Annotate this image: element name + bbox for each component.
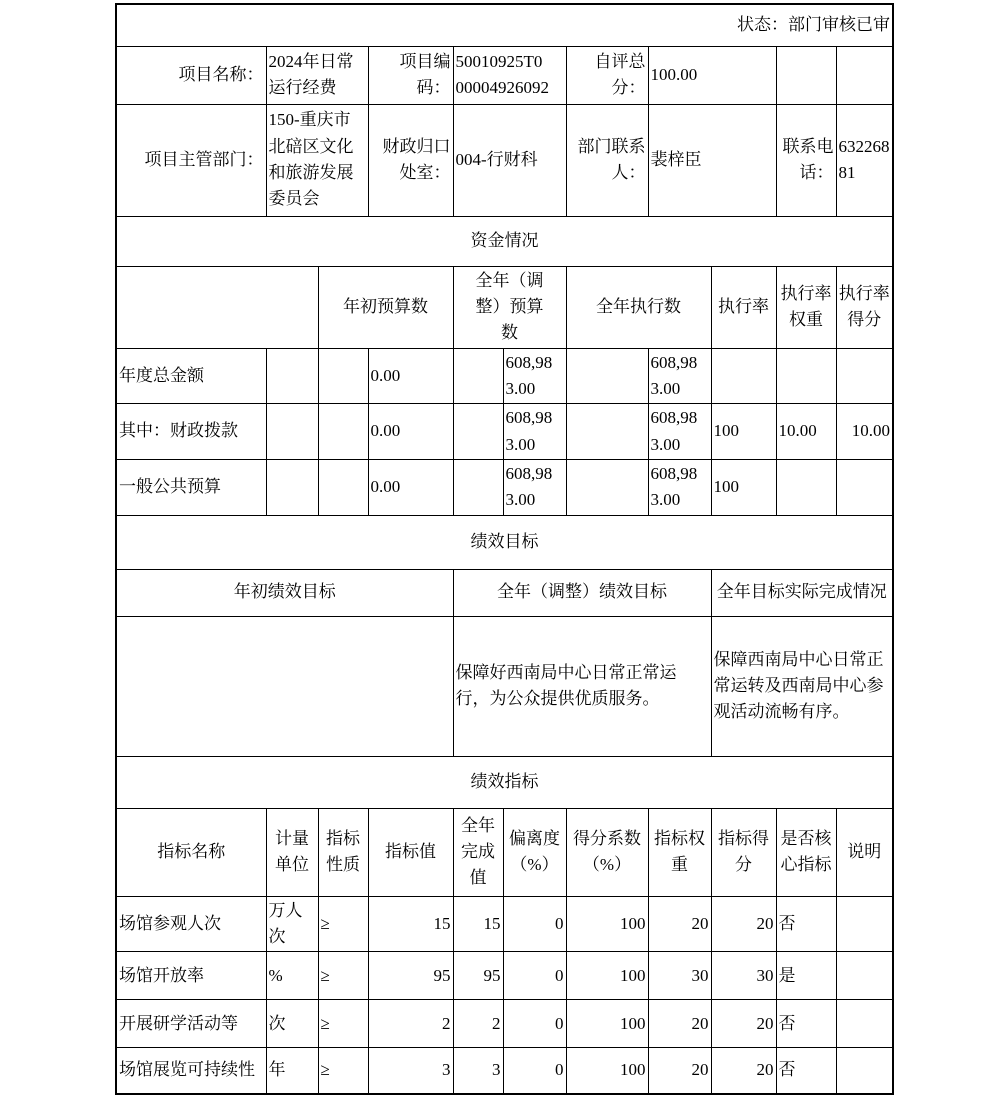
empty-cell	[566, 348, 648, 404]
department-label: 项目主管部门：	[116, 104, 266, 216]
funding-row-name: 一般公共预算	[116, 459, 266, 515]
indicator-row	[116, 1000, 893, 1048]
funding-executed: 608,983.00	[648, 404, 711, 460]
department-value: 150-重庆市北碚区文化和旅游发展委员会	[266, 104, 368, 216]
indicator-core: 否	[776, 1000, 836, 1048]
funding-rate-score	[836, 459, 893, 515]
indicator-score-coef: 100	[566, 1048, 648, 1094]
indicator-row	[116, 952, 893, 1000]
indicator-target: 95	[368, 952, 453, 1000]
funding-initial-budget: 0.00	[368, 348, 453, 404]
empty-cell	[116, 266, 318, 348]
indicator-completed: 2	[453, 1000, 503, 1048]
funding-rate	[711, 348, 776, 404]
empty-cell	[318, 348, 368, 404]
indicator-score: 20	[711, 1000, 776, 1048]
empty-cell	[453, 459, 503, 515]
funding-row	[116, 348, 893, 404]
goals-header-actual: 全年目标实际完成情况	[711, 569, 893, 616]
funding-adjusted-budget: 608,983.00	[503, 459, 566, 515]
indicator-nature: ≥	[318, 1048, 368, 1094]
indicator-header-note: 说明	[836, 808, 893, 896]
indicator-weight: 20	[648, 1000, 711, 1048]
indicators-section-title: 绩效指标	[116, 756, 893, 808]
indicator-header-name: 指标名称	[116, 808, 266, 896]
funding-header-adjusted-budget: 全年（调整）预算数	[453, 266, 566, 348]
indicator-target: 2	[368, 1000, 453, 1048]
indicator-deviation: 0	[503, 952, 566, 1000]
funding-rate: 100	[711, 404, 776, 460]
empty-cell	[453, 404, 503, 460]
project-code-value: 50010925T000004926092	[453, 46, 566, 104]
project-name-label: 项目名称：	[116, 46, 266, 104]
contact-person-value: 裴梓臣	[648, 104, 776, 216]
goal-adjusted-text: 保障好西南局中心日常正常运行，为公众提供优质服务。	[453, 616, 711, 756]
indicator-target: 3	[368, 1048, 453, 1094]
goals-section-title: 绩效目标	[116, 515, 893, 569]
indicator-header-target: 指标值	[368, 808, 453, 896]
funding-executed: 608,983.00	[648, 459, 711, 515]
indicator-header-core: 是否核心指标	[776, 808, 836, 896]
funding-adjusted-budget: 608,983.00	[503, 348, 566, 404]
indicator-row	[116, 1048, 893, 1094]
funding-rate-weight	[776, 348, 836, 404]
funding-header-rate: 执行率	[711, 266, 776, 348]
indicator-note	[836, 1000, 893, 1048]
funding-section-title: 资金情况	[116, 216, 893, 266]
funding-initial-budget: 0.00	[368, 459, 453, 515]
funding-executed: 608,983.00	[648, 348, 711, 404]
indicator-name: 开展研学活动等	[116, 1000, 266, 1048]
indicator-header-completed: 全年完成值	[453, 808, 503, 896]
funding-row-name: 年度总金额	[116, 348, 266, 404]
funding-header-rate-score: 执行率得分	[836, 266, 893, 348]
indicator-score: 20	[711, 896, 776, 952]
empty-cell	[318, 459, 368, 515]
self-score-value: 100.00	[648, 46, 776, 104]
funding-rate: 100	[711, 459, 776, 515]
goals-header-adjusted: 全年（调整）绩效目标	[453, 569, 711, 616]
indicator-score: 20	[711, 1048, 776, 1094]
indicator-core: 是	[776, 952, 836, 1000]
indicator-weight: 30	[648, 952, 711, 1000]
indicator-completed: 3	[453, 1048, 503, 1094]
indicator-note	[836, 952, 893, 1000]
funding-rate-weight: 10.00	[776, 404, 836, 460]
funding-rate-score: 10.00	[836, 404, 893, 460]
indicator-score-coef: 100	[566, 896, 648, 952]
funding-header-initial-budget: 年初预算数	[318, 266, 453, 348]
project-code-label: 项目编码：	[368, 46, 453, 104]
indicator-header-unit: 计量单位	[266, 808, 318, 896]
funding-rate-weight	[776, 459, 836, 515]
finance-office-label: 财政归口处室：	[368, 104, 453, 216]
finance-office-value: 004-行财科	[453, 104, 566, 216]
indicator-score: 30	[711, 952, 776, 1000]
indicator-unit: %	[266, 952, 318, 1000]
project-name-value: 2024年日常运行经费	[266, 46, 368, 104]
indicator-completed: 95	[453, 952, 503, 1000]
empty-cell	[836, 46, 893, 104]
indicator-core: 否	[776, 1048, 836, 1094]
indicator-header-score-coef: 得分系数（%）	[566, 808, 648, 896]
indicator-nature: ≥	[318, 896, 368, 952]
empty-cell	[266, 348, 318, 404]
funding-row	[116, 404, 893, 460]
contact-person-label: 部门联系人：	[566, 104, 648, 216]
funding-row-name: 其中：财政拨款	[116, 404, 266, 460]
status-text: 状态：部门审核已审	[116, 4, 893, 46]
indicator-header-nature: 指标性质	[318, 808, 368, 896]
contact-phone-label: 联系电话：	[776, 104, 836, 216]
empty-cell	[453, 348, 503, 404]
indicator-completed: 15	[453, 896, 503, 952]
funding-rate-score	[836, 348, 893, 404]
indicator-unit: 次	[266, 1000, 318, 1048]
empty-cell	[266, 404, 318, 460]
indicator-note	[836, 896, 893, 952]
indicator-unit: 年	[266, 1048, 318, 1094]
indicator-note	[836, 1048, 893, 1094]
indicator-header-score: 指标得分	[711, 808, 776, 896]
indicator-header-deviation: 偏离度（%）	[503, 808, 566, 896]
goal-actual-text: 保障西南局中心日常正常运转及西南局中心参观活动流畅有序。	[711, 616, 893, 756]
indicator-name: 场馆参观人次	[116, 896, 266, 952]
indicator-row	[116, 896, 893, 952]
self-score-label: 自评总分：	[566, 46, 648, 104]
indicator-unit: 万人次	[266, 896, 318, 952]
funding-header-rate-weight: 执行率权重	[776, 266, 836, 348]
empty-cell	[776, 46, 836, 104]
indicator-name: 场馆展览可持续性	[116, 1048, 266, 1094]
empty-cell	[266, 459, 318, 515]
indicator-weight: 20	[648, 896, 711, 952]
performance-report-table	[115, 3, 894, 1095]
contact-phone-value: 63226881	[836, 104, 893, 216]
indicator-deviation: 0	[503, 896, 566, 952]
indicator-deviation: 0	[503, 1048, 566, 1094]
indicator-score-coef: 100	[566, 1000, 648, 1048]
funding-initial-budget: 0.00	[368, 404, 453, 460]
indicator-weight: 20	[648, 1048, 711, 1094]
goals-header-initial: 年初绩效目标	[116, 569, 453, 616]
indicator-nature: ≥	[318, 952, 368, 1000]
empty-cell	[318, 404, 368, 460]
funding-row	[116, 459, 893, 515]
indicator-target: 15	[368, 896, 453, 952]
goal-initial-text	[116, 616, 453, 756]
indicator-name: 场馆开放率	[116, 952, 266, 1000]
funding-header-executed: 全年执行数	[566, 266, 711, 348]
indicator-deviation: 0	[503, 1000, 566, 1048]
funding-adjusted-budget: 608,983.00	[503, 404, 566, 460]
indicator-score-coef: 100	[566, 952, 648, 1000]
indicator-core: 否	[776, 896, 836, 952]
empty-cell	[566, 404, 648, 460]
empty-cell	[566, 459, 648, 515]
indicator-header-weight: 指标权重	[648, 808, 711, 896]
indicator-nature: ≥	[318, 1000, 368, 1048]
